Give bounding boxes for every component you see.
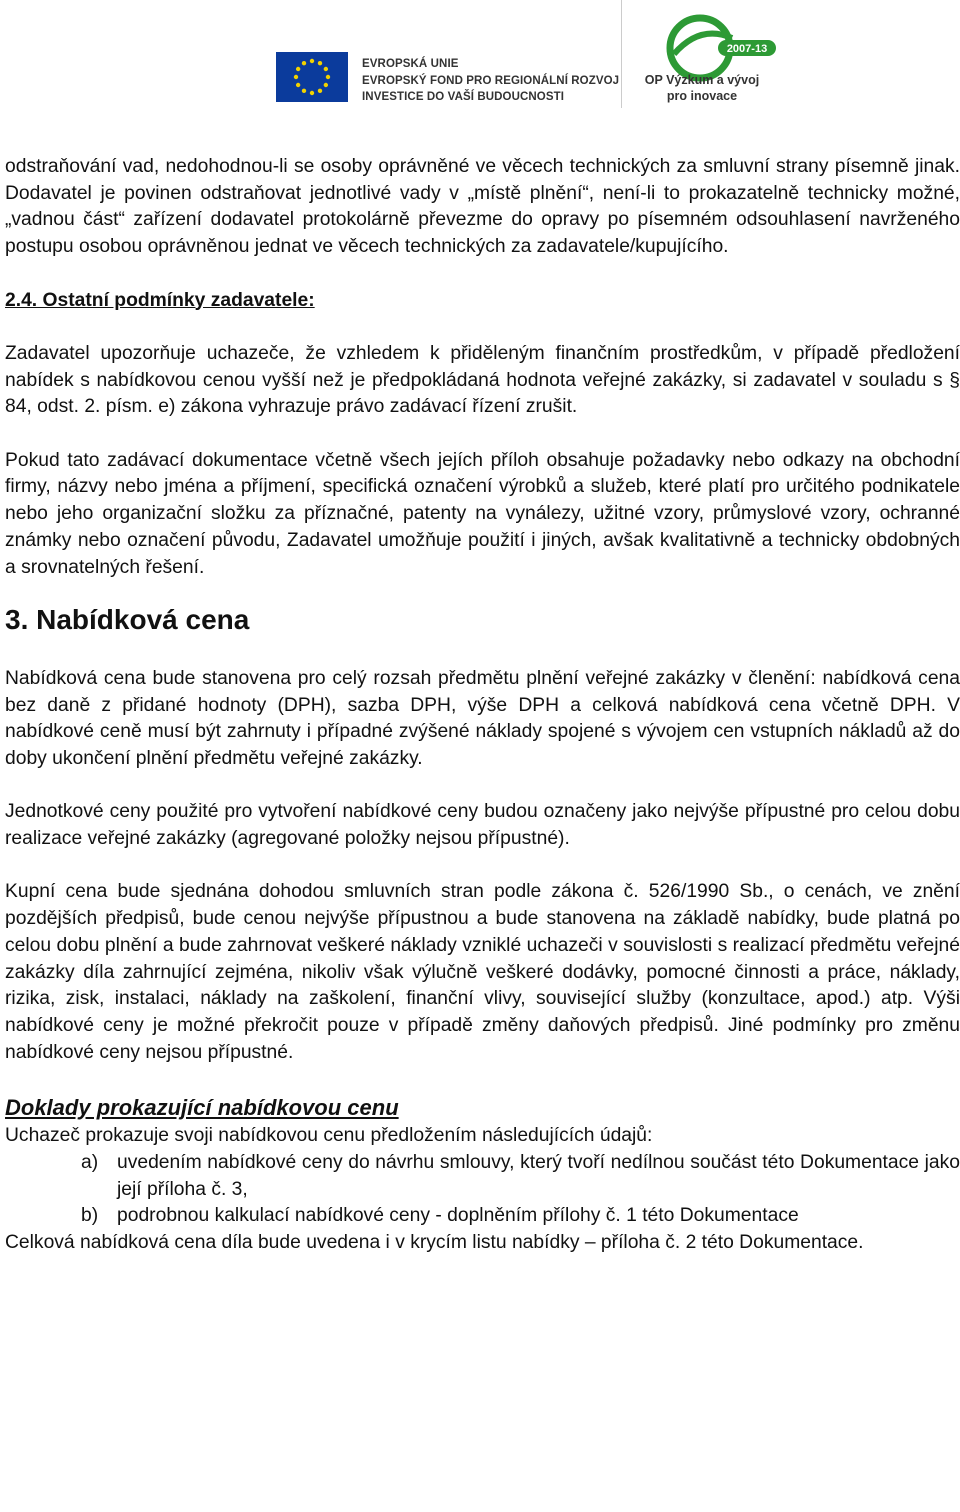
paragraph-cover-sheet: Celková nabídková cena díla bude uvedena i v krycím listu nabídky – příloha č. 2 této Dokumentace.: [5, 1231, 864, 1253]
list-item: [5, 1203, 960, 1230]
eu-star-icon: [324, 67, 328, 71]
list-text: podrobnou kalkulací nabídkové ceny - doplněním přílohy č. 1 této Dokumentace: [117, 1205, 799, 1227]
op-line-1: OP Výzkum a vývoj: [644, 73, 760, 87]
list-marker: a): [81, 1151, 99, 1173]
paragraph-proof-intro: Uchazeč prokazuje svoji nabídkovou cenu předložením následujících údajů:: [5, 1125, 653, 1147]
eu-star-icon: [318, 61, 322, 65]
paragraph-cancellation: Zadavatel upozorňuje uchazeče, že vzhledem k přiděleným finančním prostředkům, v případě předložení nabídek s nabídkovou cenou vyšší než je předpokládaná hodnota veřejné zakázky, si zadavatel v souladu s § 84, odst. 2. písm. e) zákona vyhrazuje právo zadávací řízení zrušit.: [5, 342, 960, 418]
section-3-heading: 3. Nabídková cena: [5, 604, 250, 636]
eu-star-icon: [326, 75, 330, 79]
paragraph-unit-prices: Jednotkové ceny použité pro vytvoření nabídkové ceny budou označeny jako nejvýše přípustné pro celou dobu realizace veřejné zakázky (agregované položky nejsou přípustné).: [5, 801, 960, 850]
op-logo-text: [642, 72, 762, 104]
eu-star-icon: [302, 89, 306, 93]
op-line-2: pro inovace: [666, 89, 738, 103]
eu-line-2: EVROPSKÝ FOND PRO REGIONÁLNÍ ROZVOJ: [362, 74, 620, 87]
document-body: [5, 154, 960, 1257]
eu-line-1: EVROPSKÁ UNIE: [362, 58, 459, 70]
paragraph-price-structure: Nabídková cena bude stanovena pro celý rozsah předmětu plnění veřejné zakázky v členění: nabídková cena bez daně z přidané hodnoty (DPH), sazba DPH, výše DPH a celková nabídková cena včetně DPH. V nabídkové ceně musí být zahrnuty i případné zvýšené náklady spojené s vývojem cen vstupních nákladů až do doby ukončení plnění předmětu veřejné zakázky.: [5, 667, 960, 769]
paragraph-defects: odstraňování vad, nedohodnou-li se osoby oprávněné ve věcech technických za smluvní strany písemně jinak. Dodavatel je povinen odstraňovat jednotlivé vady v „místě plnění“, není-li to prokazatelně technicky možné, „vadnou část“ zařízení dodavatel protokolárně převezme do opravy po písemném odsouhlasení navrženého postupu osobou oprávněnou jednat ve věcech technických za zadavatele/kupujícího.: [5, 156, 960, 258]
list-marker: b): [81, 1205, 99, 1227]
page-header: [0, 0, 960, 120]
eu-logo-text: [362, 56, 619, 106]
eu-star-icon: [296, 67, 300, 71]
list-text: uvedením nabídkové ceny do návrhu smlouvy, který tvoří nedílnou součást této Dokumentace jako její příloha č. 3,: [117, 1151, 960, 1200]
paragraph-purchase-price: Kupní cena bude sjednána dohodou smluvních stran podle zákona č. 526/1990 Sb., o cenách, ve znění pozdějších předpisů, bude cenou nejvýše přípustnou a bude stanovena na základě nabídky, bude platná po celou dobu plnění a bude zahrnovat veškeré náklady vzniklé uchazeči v souvislosti s realizací předmětu veřejné zakázky díla zahrnující zejména, nikoliv však výlučně veškeré dodávky, pomocné činnosti a práce, náklady, rizika, zisk, instalaci, náklady na zaškolení, finanční vlivy, související služby (konzultace, apod.) atp. Výši nabídkové ceny je možné překročit pouze v případě změny daňových předpisů. Jiné podmínky pro změnu nabídkové ceny nejsou přípustné.: [5, 881, 960, 1063]
eu-star-icon: [310, 59, 314, 63]
header-divider: [621, 0, 622, 108]
eu-star-icon: [318, 89, 322, 93]
eu-star-icon: [324, 83, 328, 87]
op-years-label: 2007-13: [726, 43, 768, 55]
list-item: [5, 1150, 960, 1203]
paragraph-equivalents: Pokud tato zadávací dokumentace včetně všech jejích příloh obsahuje požadavky nebo odkazy na obchodní firmy, názvy nebo jména a příjmení, specifická označení výrobků a služeb, které platí pro určitého podnikatele nebo jeho organizační složku za příznačné, patenty na vynálezy, užitné vzory, průmyslové vzory, ochranné známky nebo označení původu, Zadavatel umožňuje použití i jiných, avšak kvalitativně a technicky obdobných a srovnatelných řešení.: [5, 449, 960, 578]
eu-star-icon: [310, 91, 314, 95]
eu-star-icon: [302, 61, 306, 65]
doklady-heading: Doklady prokazující nabídkovou cenu: [5, 1095, 399, 1121]
eu-star-icon: [296, 83, 300, 87]
eu-flag-logo: [276, 52, 348, 102]
eu-line-3: INVESTICE DO VAŠÍ BUDOUCNOSTI: [362, 91, 565, 103]
eu-star-icon: [294, 75, 298, 79]
section-2-4-heading: 2.4. Ostatní podmínky zadavatele:: [5, 289, 315, 311]
